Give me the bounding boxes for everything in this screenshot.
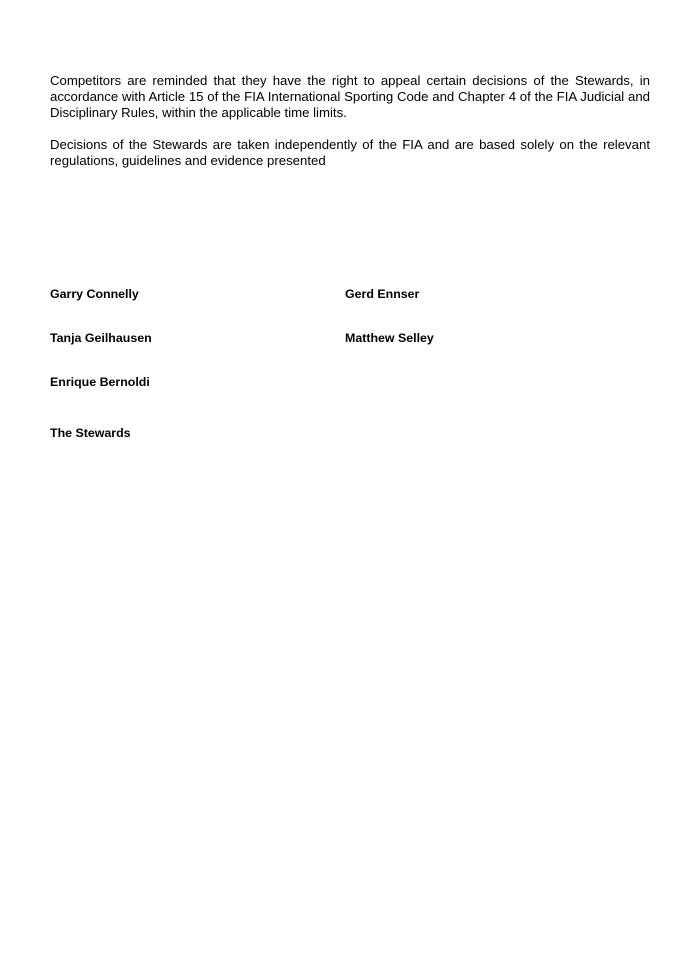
independence-paragraph: Decisions of the Stewards are taken independently of the FIA and are based solely on the relevant regulations, guidelines and evidence presented xyxy=(50,137,650,168)
steward-name: Enrique Bernoldi xyxy=(50,375,150,389)
signature-title: The Stewards xyxy=(50,426,131,440)
steward-name: Gerd Ennser xyxy=(345,287,420,301)
steward-name: Garry Connelly xyxy=(50,287,139,301)
appeal-rights-paragraph: Competitors are reminded that they have the right to appeal certain decisions of the Stewards, in accordance with Article 15 of the FIA International Sporting Code and Chapter 4 of the FIA Judicial and Disciplinary Rules, within the applicable time limits. xyxy=(50,73,650,120)
steward-name: Matthew Selley xyxy=(345,331,434,345)
steward-name: Tanja Geilhausen xyxy=(50,331,152,345)
